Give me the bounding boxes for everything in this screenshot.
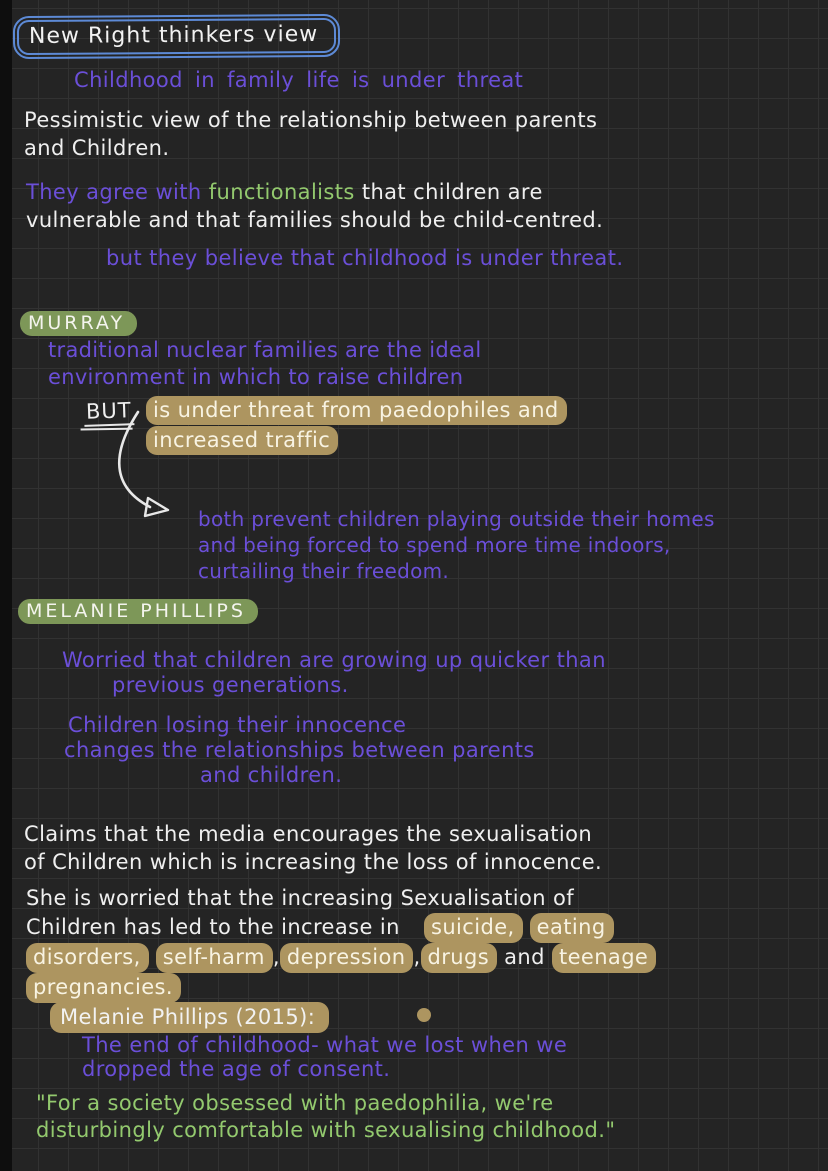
highlight-suicide: suicide, bbox=[424, 913, 523, 943]
highlight-teenage: teenage bbox=[552, 943, 656, 973]
subtitle: Childhood in family life is under threat bbox=[74, 68, 524, 92]
highlight-pregnancies: pregnancies. bbox=[26, 973, 181, 1003]
text-line bbox=[26, 973, 656, 1003]
comma: , bbox=[413, 945, 421, 969]
threat-line-2: increased traffic bbox=[146, 426, 338, 455]
highlight-eating: eating bbox=[530, 913, 614, 943]
reference-line-2: dropped the age of consent. bbox=[82, 1057, 391, 1081]
threat-line-1: is under threat from paedophiles and bbox=[146, 396, 567, 425]
title-box bbox=[13, 14, 340, 59]
innocence-line-2: changes the relationships between parents bbox=[64, 738, 535, 762]
comma: , bbox=[272, 945, 280, 969]
reference-citation-wrap bbox=[50, 1002, 329, 1033]
innocence-line-3: and children. bbox=[200, 763, 343, 787]
worry-line2-start: Children has led to the increase in bbox=[26, 915, 400, 939]
murray-heading-highlight: MURRAY bbox=[20, 311, 137, 336]
paragraph-claims bbox=[24, 820, 602, 876]
and-word: and bbox=[504, 945, 545, 969]
phillips-heading bbox=[18, 599, 258, 624]
page-title: New Right thinkers view bbox=[17, 18, 336, 55]
paragraph-agree bbox=[26, 178, 603, 234]
highlight-self-harm: self-harm bbox=[156, 943, 273, 973]
highlight-disorders: disorders, bbox=[26, 943, 149, 973]
text-line: and being forced to spend more time indoors, bbox=[198, 533, 671, 557]
innocence-line-1: Children losing their innocence bbox=[68, 713, 407, 737]
murray-heading bbox=[20, 311, 137, 336]
highlighter-dot bbox=[417, 1008, 431, 1022]
text-line: Pessimistic view of the relationship between parents bbox=[24, 108, 598, 132]
text-line bbox=[26, 943, 656, 973]
text-line: curtailing their freedom. bbox=[198, 559, 450, 583]
text-line: traditional nuclear families are the ideal bbox=[48, 338, 482, 362]
text-line: vulnerable and that families should be child-centred. bbox=[26, 208, 604, 232]
text-line bbox=[26, 178, 603, 206]
page-left-edge bbox=[0, 0, 12, 1171]
phillips-heading-highlight: MELANIE PHILLIPS bbox=[18, 599, 258, 624]
text-line bbox=[26, 913, 656, 943]
paragraph-sexualisation bbox=[26, 884, 656, 1003]
reference-citation: Melanie Phillips (2015): bbox=[50, 1002, 329, 1033]
quote-block bbox=[36, 1090, 615, 1144]
highlight-drugs: drugs bbox=[421, 943, 498, 973]
text-line: and Children. bbox=[24, 136, 170, 160]
worried-line-1: Worried that children are growing up quicker than bbox=[62, 648, 606, 672]
threat-highlight-1 bbox=[146, 396, 567, 425]
agree-functionalists-text: functionalists bbox=[208, 180, 355, 204]
text-line: Claims that the media encourages the sexualisation bbox=[24, 822, 593, 846]
worried-line-2: previous generations. bbox=[112, 673, 349, 697]
quote-line: "For a society obsessed with paedophilia, we're bbox=[36, 1091, 554, 1115]
agree-white-text: that children are bbox=[361, 180, 543, 204]
reference-line-1: The end of childhood- what we lost when we bbox=[82, 1033, 568, 1057]
but-label: BUT bbox=[84, 398, 135, 427]
paragraph-pessimistic bbox=[24, 106, 597, 162]
highlight-depression: depression bbox=[280, 943, 414, 973]
text-line: She is worried that the increasing Sexualisation of bbox=[26, 886, 575, 910]
murray-ideal bbox=[48, 337, 482, 391]
believe-line: but they believe that childhood is under threat. bbox=[106, 246, 624, 270]
quote-line: disturbingly comfortable with sexualising childhood." bbox=[36, 1118, 616, 1142]
text-line: environment in which to raise children bbox=[48, 365, 464, 389]
arrow-note bbox=[198, 506, 715, 584]
text-line: both prevent children playing outside their homes bbox=[198, 507, 715, 531]
text-line: of Children which is increasing the loss of innocence. bbox=[24, 850, 603, 874]
agree-purple-text: They agree with bbox=[26, 180, 202, 204]
arrow-down-icon bbox=[96, 408, 206, 523]
